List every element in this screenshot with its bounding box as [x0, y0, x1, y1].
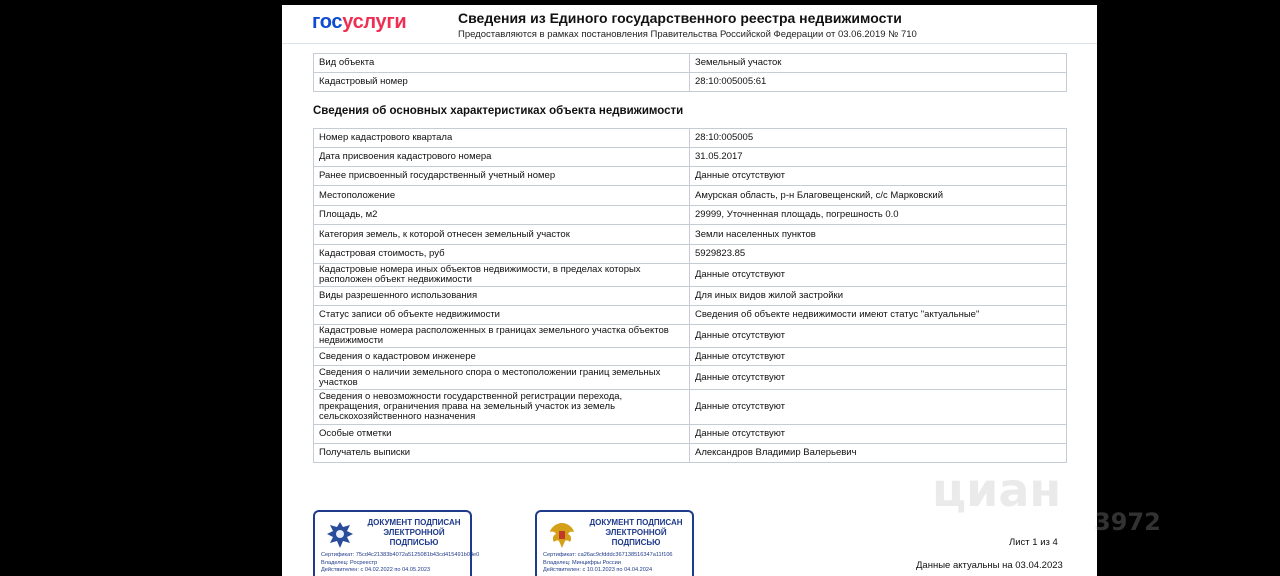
stamp-cert: Сертификат: ca26ac9cfdddc367138516347a11f106 [543, 552, 673, 558]
table-row [314, 129, 1067, 148]
data-actual-date: Данные актуальны на 03.04.2023 [916, 560, 1063, 571]
row-value: Данные отсутствуют [690, 348, 1067, 366]
row-value: Александров Владимир Валерьевич [690, 444, 1067, 463]
signature-stamp-mintsifry [535, 510, 694, 576]
stamp-owner: Владелец: Росреестр [321, 559, 378, 566]
row-label: Категория земель, к которой отнесен земельный участок [314, 225, 690, 245]
stamp-title: ДОКУМЕНТ ПОДПИСАН ЭЛЕКТРОННОЙ ПОДПИСЬЮ [589, 518, 683, 547]
row-label: Ранее присвоенный государственный учетный номер [314, 167, 690, 186]
cian-watermark: циан [932, 463, 1062, 517]
table-row [314, 186, 1067, 206]
coat-of-arms-icon [545, 518, 579, 552]
signature-stamp-rosreestr [313, 510, 480, 576]
row-label: Виды разрешенного использования [314, 287, 690, 306]
row-label: Площадь, м2 [314, 206, 690, 225]
stamp-title: ДОКУМЕНТ ПОДПИСАН ЭЛЕКТРОННОЙ ПОДПИСЬЮ [367, 518, 461, 547]
row-value: 28:10:005005 [690, 129, 1067, 148]
row-value: Данные отсутствуют [690, 167, 1067, 186]
table-row [314, 54, 1067, 73]
row-value: Сведения об объекте недвижимости имеют статус "актуальные" [690, 306, 1067, 325]
row-value: Данные отсутствуют [690, 366, 1067, 390]
row-label: Сведения о невозможности государственной регистрации перехода, прекращения, ограничения права на земельный участок из земель сельскохозяйственного назначения [314, 390, 690, 425]
row-label: Вид объекта [314, 54, 690, 73]
stamp-cert: Сертификат: 75cd4c21383b4072a5125081b43cd415491b04e0 [321, 552, 480, 558]
table-row [314, 264, 1067, 287]
table-row [314, 366, 1067, 390]
table-row [314, 425, 1067, 444]
object-table [313, 53, 1067, 92]
row-value: Данные отсутствуют [690, 390, 1067, 425]
row-value: 5929823.85 [690, 245, 1067, 264]
section-title: Сведения об основных характеристиках объекта недвижимости [313, 105, 684, 117]
sheet-number: Лист 1 из 4 [1009, 537, 1058, 548]
row-label: Дата присвоения кадастрового номера [314, 148, 690, 167]
row-value: 28:10:005005:61 [690, 73, 1067, 92]
document-title: Сведения из Единого государственного реестра недвижимости [458, 10, 902, 26]
row-value: Для иных видов жилой застройки [690, 287, 1067, 306]
row-value: Данные отсутствуют [690, 425, 1067, 444]
row-label: Кадастровая стоимость, руб [314, 245, 690, 264]
table-row [314, 245, 1067, 264]
row-label: Получатель выписки [314, 444, 690, 463]
row-label: Сведения о кадастровом инженере [314, 348, 690, 366]
document-subtitle: Предоставляются в рамках постановления Правительства Российской Федерации от 03.06.2019 № 710 [458, 29, 917, 40]
row-label: Кадастровый номер [314, 73, 690, 92]
row-label: Местоположение [314, 186, 690, 206]
table-row [314, 306, 1067, 325]
row-value: Амурская область, р-н Благовещенский, с/с Марковский [690, 186, 1067, 206]
row-value: Земельный участок [690, 54, 1067, 73]
watermark-number: 3972 [1094, 508, 1161, 536]
row-value: Земли населенных пунктов [690, 225, 1067, 245]
row-value: Данные отсутствуют [690, 325, 1067, 348]
table-row [314, 348, 1067, 366]
table-row [314, 287, 1067, 306]
row-label: Кадастровые номера расположенных в границах земельного участка объектов недвижимости [314, 325, 690, 348]
stamp-info [321, 552, 479, 575]
row-label: Кадастровые номера иных объектов недвижимости, в пределах которых расположен объект недвижимости [314, 264, 690, 287]
row-value: 31.05.2017 [690, 148, 1067, 167]
row-value: Данные отсутствуют [690, 264, 1067, 287]
table-row [314, 206, 1067, 225]
stamp-info [543, 552, 673, 575]
rosreestr-emblem-icon [323, 518, 357, 552]
table-row [314, 390, 1067, 425]
table-row [314, 325, 1067, 348]
row-label: Номер кадастрового квартала [314, 129, 690, 148]
row-value: 29999, Уточненная площадь, погрешность 0.0 [690, 206, 1067, 225]
stamp-owner: Владелец: Минцифры России [543, 559, 621, 566]
header-divider [282, 43, 1097, 44]
characteristics-table [313, 128, 1067, 463]
table-row [314, 167, 1067, 186]
row-label: Сведения о наличии земельного спора о местоположении границ земельных участков [314, 366, 690, 390]
gosuslugi-logo: госуслуги [312, 11, 407, 33]
table-row [314, 148, 1067, 167]
row-label: Статус записи об объекте недвижимости [314, 306, 690, 325]
table-row [314, 225, 1067, 245]
stamp-valid: Действителен: с 04.02.2022 по 04.05.2023 [321, 567, 431, 573]
table-row [314, 73, 1067, 92]
table-row [314, 444, 1067, 463]
stamp-valid: Действителен: с 10.01.2023 по 04.04.2024 [543, 567, 653, 573]
row-label: Особые отметки [314, 425, 690, 444]
